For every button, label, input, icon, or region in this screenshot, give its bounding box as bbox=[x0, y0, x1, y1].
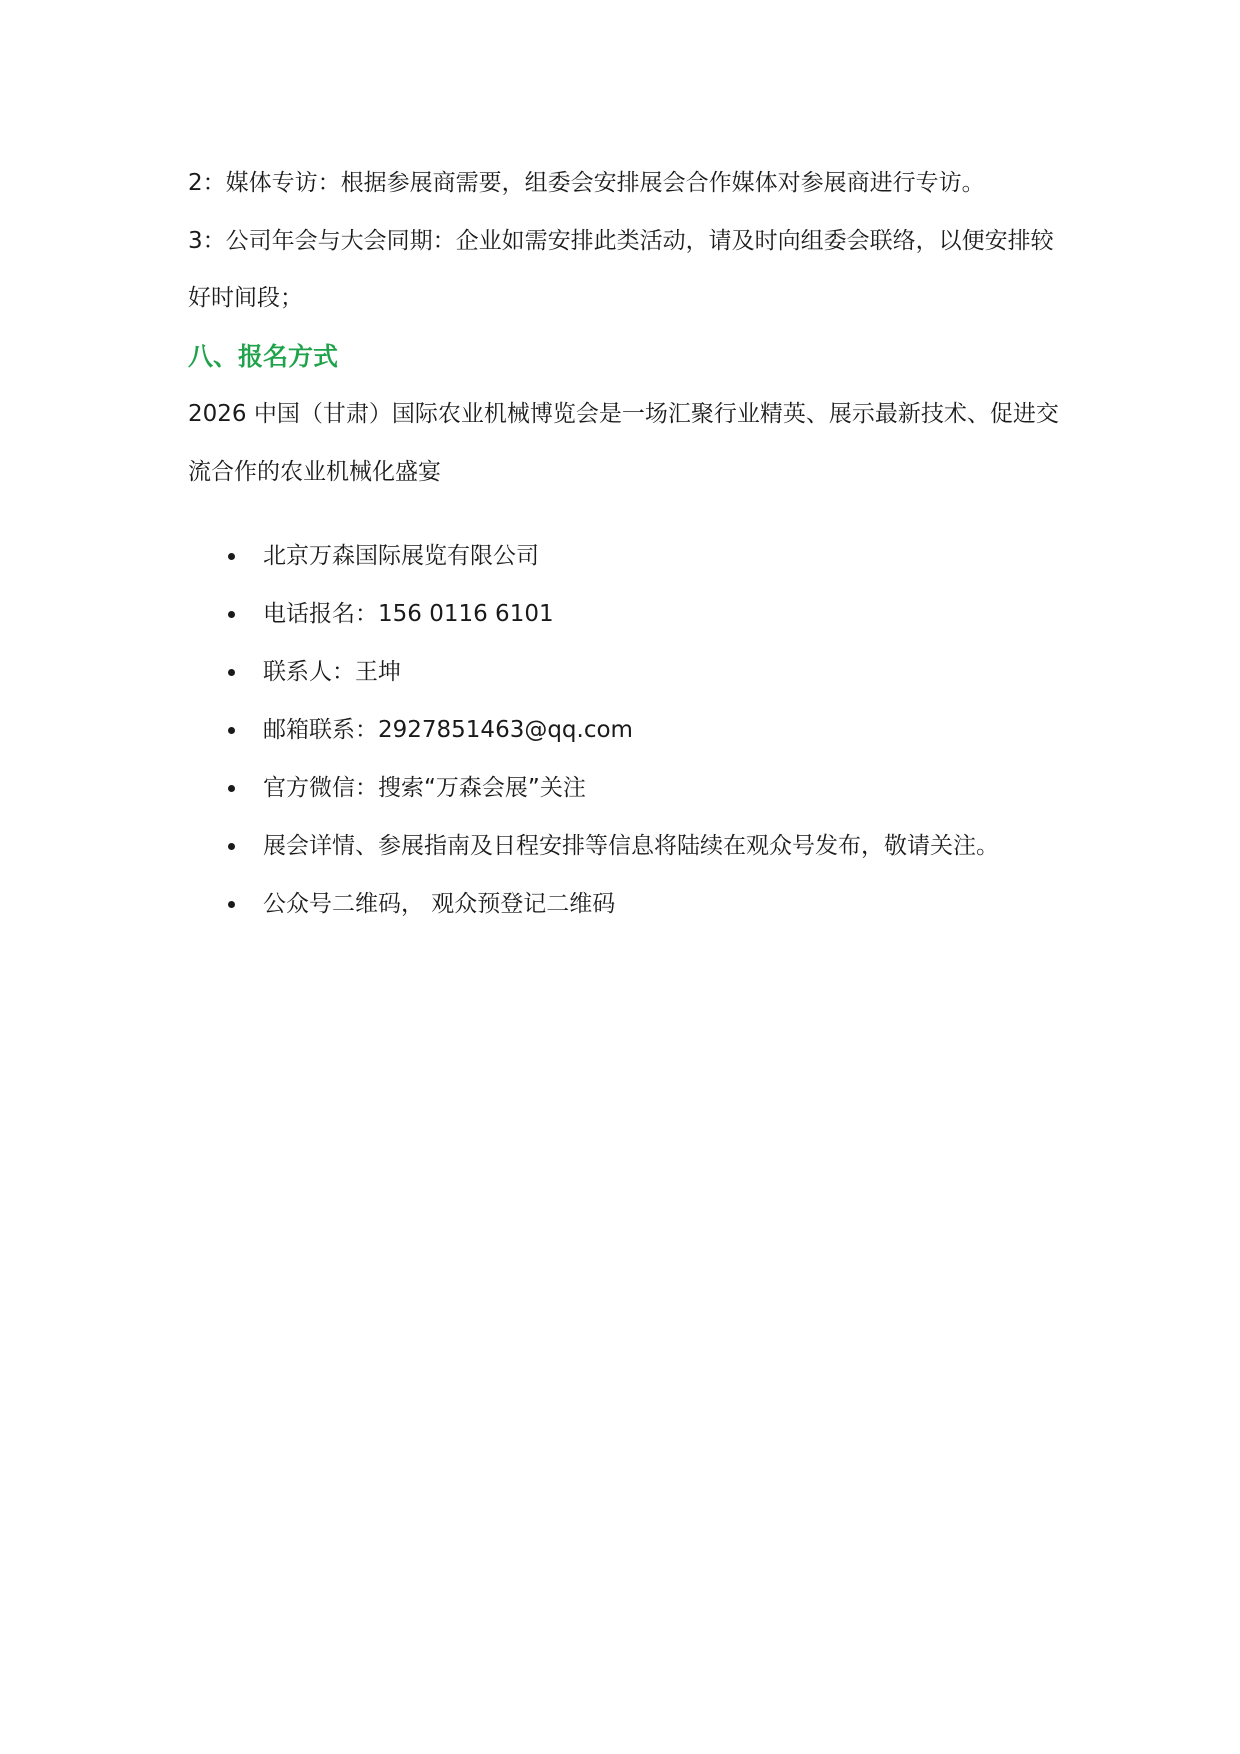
list-item-phone: 电话报名：156 0116 6101 bbox=[263, 601, 554, 627]
bullet-dot-icon bbox=[228, 669, 235, 676]
list-item-qr-codes: 公众号二维码， 观众预登记二维码 bbox=[263, 891, 616, 917]
list-item-details: 展会详情、参展指南及日程安排等信息将陆续在观众号发布，敬请关注。 bbox=[263, 833, 999, 859]
bullet-dot-icon bbox=[228, 901, 235, 908]
list-item-wechat: 官方微信：搜索“万森会展”关注 bbox=[263, 775, 586, 801]
section-intro-line1: 2026 中国（甘肃）国际农业机械博览会是一场汇聚行业精英、展示最新技术、促进交 bbox=[188, 401, 1059, 427]
paragraph-annual-meeting-line1: 3：公司年会与大会同期：企业如需安排此类活动，请及时向组委会联络，以便安排较 bbox=[188, 228, 1054, 254]
section-intro-line2: 流合作的农业机械化盛宴 bbox=[188, 459, 441, 485]
bullet-dot-icon bbox=[228, 727, 235, 734]
paragraph-annual-meeting-line2: 好时间段； bbox=[188, 285, 303, 311]
bullet-dot-icon bbox=[228, 553, 235, 560]
list-item-email: 邮箱联系：2927851463@qq.com bbox=[263, 717, 633, 743]
section-heading-registration: 八、报名方式 bbox=[188, 342, 339, 371]
bullet-dot-icon bbox=[228, 611, 235, 618]
bullet-dot-icon bbox=[228, 843, 235, 850]
list-item-company: 北京万森国际展览有限公司 bbox=[263, 543, 539, 569]
paragraph-media-interview: 2：媒体专访：根据参展商需要，组委会安排展会合作媒体对参展商进行专访。 bbox=[188, 170, 985, 196]
list-item-contact-person: 联系人：王坤 bbox=[263, 659, 401, 685]
bullet-dot-icon bbox=[228, 785, 235, 792]
